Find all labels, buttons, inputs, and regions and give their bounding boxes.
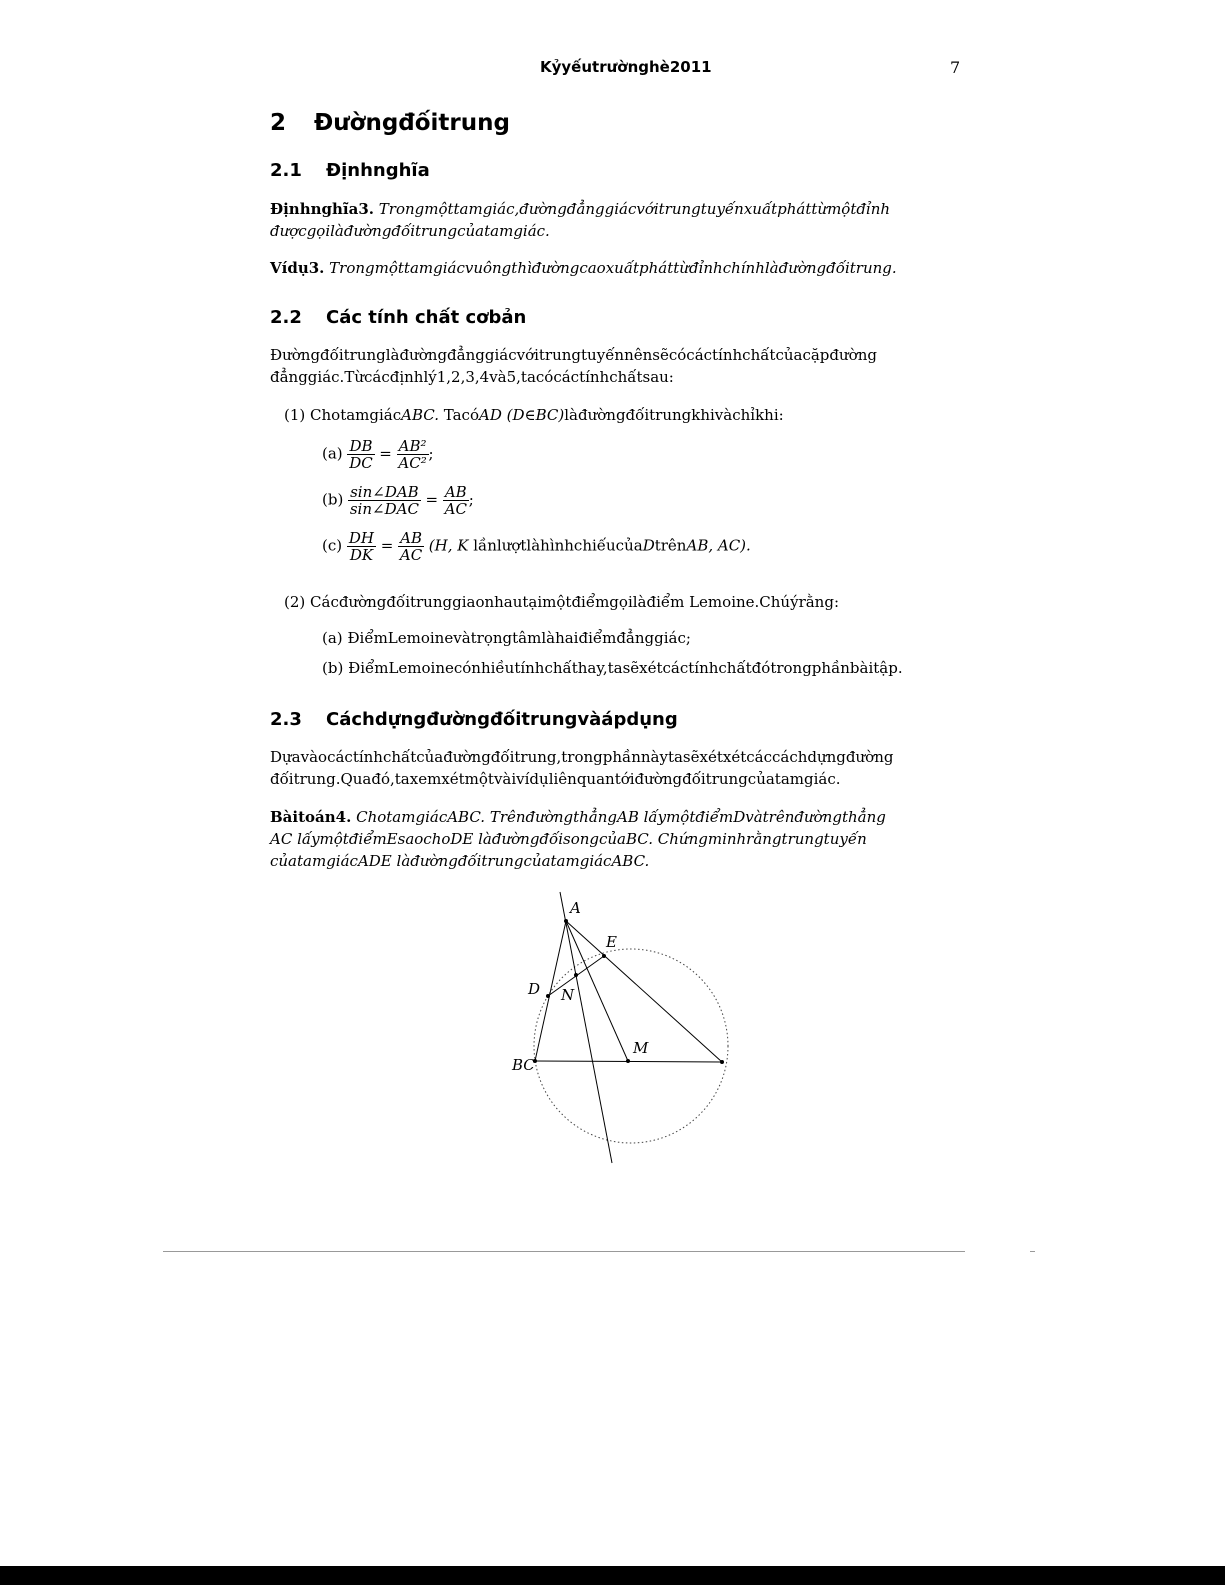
subsection-heading-2-3 xyxy=(270,709,678,730)
label-bc: BC xyxy=(512,1056,535,1074)
label-e: E xyxy=(606,933,617,951)
subsection-title: Các tính chất cơbản xyxy=(326,307,527,328)
bottom-edge-bar xyxy=(0,1566,1225,1585)
example-label: Vídụ3. xyxy=(270,259,325,277)
list-item-text: Chotamgiác xyxy=(310,406,402,424)
point-c xyxy=(720,1060,724,1064)
definition-line-1 xyxy=(270,198,890,220)
subsection-title: Cáchdựngđườngđốitrungvàápdụng xyxy=(326,709,678,730)
sub-item-a xyxy=(322,627,691,649)
example-text: Trongmộttamgiácvuôngthìđườngcaoxuấtpháttừđỉnhchínhlàđườngđốitrung. xyxy=(329,259,897,277)
list-item-text: làđườngđốitrungkhivàchỉkhi: xyxy=(564,406,784,424)
section-number: 2 xyxy=(270,110,287,136)
fraction xyxy=(398,530,424,563)
list-item-2 xyxy=(284,591,839,613)
fraction xyxy=(348,484,421,517)
equals-sign: = xyxy=(380,536,394,555)
problem-label: Bàitoán4. xyxy=(270,808,352,826)
sub-item-text: ĐiểmLemoinecónhiềutínhchấthay,tasẽxétcáctínhchấtđótrongphầnbàitập. xyxy=(348,659,903,677)
denominator: DC xyxy=(349,454,373,472)
punctuation: ; xyxy=(428,444,434,463)
condition-b xyxy=(322,484,474,517)
running-header: Kỷyếutrườnghè2011 xyxy=(540,58,712,76)
section-heading xyxy=(270,110,510,136)
fraction xyxy=(443,484,469,517)
symmedian-line xyxy=(560,892,612,1163)
sub-item-text: ĐiểmLemoinevàtrọngtâmlàhaiđiểmđẳnggiác; xyxy=(347,629,691,647)
subsection-number: 2.3 xyxy=(270,709,302,730)
fraction xyxy=(347,438,374,471)
condition-label: (a) xyxy=(322,444,343,463)
denominator: AC xyxy=(444,500,467,518)
sub-item-b xyxy=(322,657,903,679)
definition-label: Địnhnghĩa3. xyxy=(270,200,374,218)
label-m: M xyxy=(633,1039,649,1057)
subsection-title: Địnhnghĩa xyxy=(326,160,430,181)
denominator: sin∠DAC xyxy=(349,500,419,518)
condition-text: lầnlượtlàhìnhchiếucủa xyxy=(473,536,643,555)
equals-sign: = xyxy=(379,444,392,463)
problem-line-1 xyxy=(270,806,886,828)
math-d: D xyxy=(642,536,655,555)
condition-text: trên xyxy=(654,536,687,555)
list-item-label: (2) xyxy=(284,593,306,611)
problem-line-3: củatamgiácADE làđườngđốitrungcủatamgiácABC. xyxy=(270,852,650,870)
paragraph-line: đẳnggiác.Từcácđịnhlý1,2,3,4và5,tacócáctínhchấtsau: xyxy=(270,368,674,386)
numerator: AB xyxy=(400,529,422,547)
geometry-figure xyxy=(500,885,750,1175)
point-a xyxy=(564,919,568,923)
point-e xyxy=(602,954,606,958)
page-divider-mark xyxy=(1030,1251,1035,1252)
list-item-text: Cácđườngđốitrunggiaonhautạimộtđiểmgọilàđiểm Lemoine.Chúýrằng: xyxy=(310,593,839,611)
label-a: A xyxy=(570,899,581,917)
circumcircle xyxy=(534,949,728,1143)
subsection-heading-2-2 xyxy=(270,307,526,328)
point-n xyxy=(574,973,578,977)
denominator: AC² xyxy=(398,454,427,472)
definition-line-2: đượcgọilàđườngđốitrungcủatamgiác. xyxy=(270,222,550,240)
paragraph-line: Đườngđốitrunglàđườngđẳnggiácvớitrungtuyếnnênsẽcócáctínhchấtcủacặpđường xyxy=(270,346,877,364)
numerator: AB² xyxy=(398,437,427,455)
list-item-text: Tacó xyxy=(439,406,479,424)
math-condition: (D∈BC) xyxy=(506,406,565,424)
point-m xyxy=(626,1059,630,1063)
paragraph-line: đốitrung.Quađó,taxemxétmộtvàivídụliênquantớiđườngđốitrungcủatamgiác. xyxy=(270,770,841,788)
equals-sign: = xyxy=(425,490,439,509)
median-am xyxy=(566,921,628,1061)
definition-text: Trongmộttamgiác,đườngđẳnggiácvớitrungtuyếnxuấtpháttừmộtđỉnh xyxy=(378,200,891,218)
paragraph-line: Dựavàocáctínhchấtcủađườngđốitrung,trongphầnnàytasẽxétxétcáccáchdựngđường xyxy=(270,748,894,766)
example-line xyxy=(270,257,897,279)
page-divider xyxy=(163,1251,965,1252)
math-hk: (H, K xyxy=(428,536,469,555)
condition-a xyxy=(322,438,434,471)
condition-label: (b) xyxy=(322,490,344,509)
denominator: AC xyxy=(399,546,423,564)
numerator: DB xyxy=(349,437,373,455)
sub-item-label: (b) xyxy=(322,659,344,677)
subsection-number: 2.1 xyxy=(270,160,302,181)
subsection-number: 2.2 xyxy=(270,307,302,328)
fraction xyxy=(397,438,429,471)
sub-item-label: (a) xyxy=(322,629,343,647)
math-abc: ABC. xyxy=(401,406,439,424)
problem-line-2: AC lấymộtđiểmEsaochoDE làđườngđốisongcủaBC. Chứngminhrằngtrungtuyến xyxy=(270,830,867,848)
numerator: AB xyxy=(444,483,467,501)
label-n: N xyxy=(561,986,575,1004)
point-d xyxy=(546,994,550,998)
condition-label: (c) xyxy=(322,536,343,555)
page-number: 7 xyxy=(950,58,961,77)
numerator: sin∠DAB xyxy=(350,483,419,501)
section-title: Đườngđốitrung xyxy=(314,110,510,136)
list-item-1 xyxy=(284,404,784,426)
math-ad: AD xyxy=(478,406,502,424)
subsection-heading-2-1 xyxy=(270,160,430,181)
label-d: D xyxy=(528,980,541,998)
punctuation: ; xyxy=(468,490,474,509)
list-item-label: (1) xyxy=(284,406,306,424)
problem-text: ChotamgiácABC. TrênđườngthẳngAB lấymộtđiểmDvàtrênđườngthẳng xyxy=(356,808,886,826)
condition-c xyxy=(322,530,751,563)
fraction xyxy=(347,530,376,563)
denominator: DK xyxy=(349,546,374,564)
numerator: DH xyxy=(348,529,374,547)
math-ab-ac: AB, AC). xyxy=(686,536,751,555)
